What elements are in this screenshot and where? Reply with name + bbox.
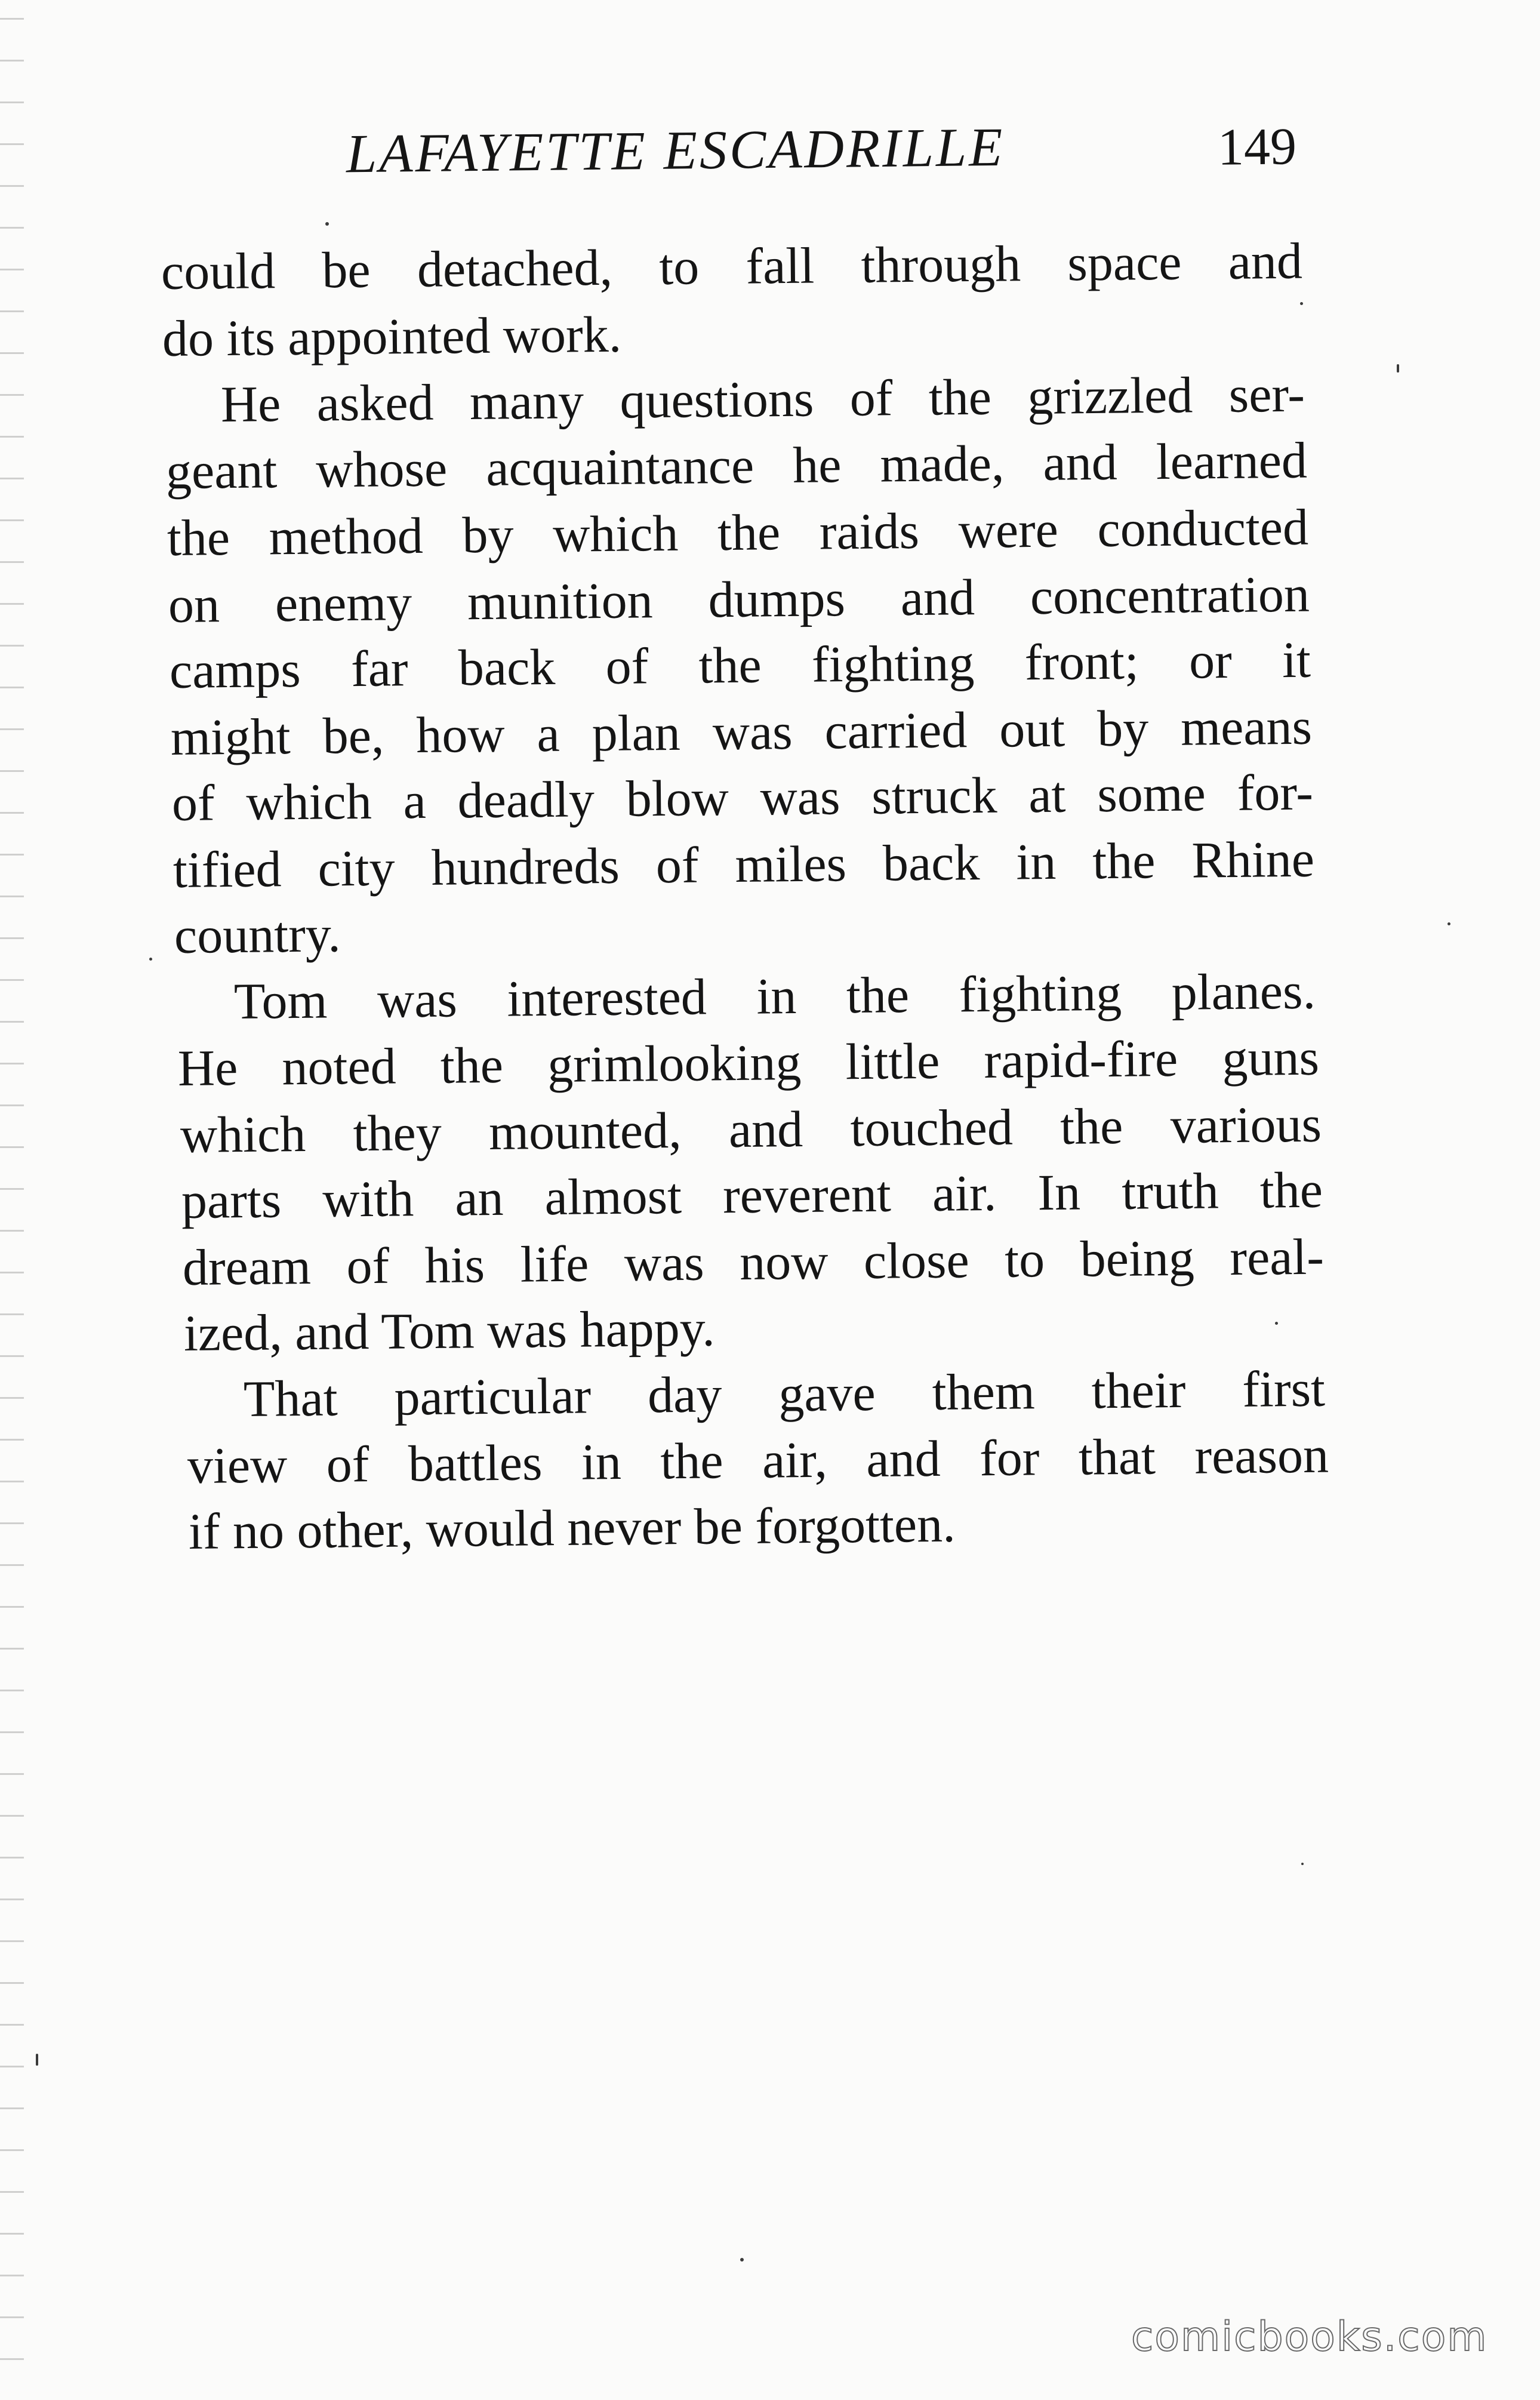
text-line: That particular day gave them their first — [243, 1359, 1326, 1427]
text-line: the method by which the raids were conducted — [167, 498, 1309, 567]
text-line: country. — [174, 905, 341, 964]
scan-speck — [1300, 302, 1303, 305]
text-line: ized, and Tom was happy. — [183, 1299, 716, 1362]
text-line: camps far back of the fighting front; or it — [169, 630, 1311, 699]
running-head: LAFAYETTE ESCADRILLE — [346, 116, 1005, 184]
site-watermark: comicbooks.com — [1131, 2313, 1488, 2361]
scan-speck — [325, 222, 329, 226]
text-line: He asked many questions of the grizzled ser- — [220, 365, 1305, 433]
scan-speck — [740, 2258, 744, 2261]
scan-speck — [36, 2054, 38, 2066]
text-line: Tom was interested in the fighting planes. — [233, 962, 1316, 1030]
text-line: geant whose acquaintance he made, and learned — [165, 431, 1308, 500]
text-line: parts with an almost reverent air. In truth the — [181, 1161, 1323, 1229]
scan-speck — [149, 958, 152, 961]
page-number: 149 — [1217, 118, 1297, 177]
text-line: on enemy munition dumps and concentration — [168, 565, 1310, 633]
text-line: tified city hundreds of miles back in the Rhine — [173, 830, 1315, 899]
text-line: dream of his life was now close to being real- — [182, 1227, 1325, 1296]
scan-speck — [1397, 364, 1399, 373]
scan-speck — [1447, 922, 1450, 925]
text-line: He noted the grimlooking little rapid-fire guns — [177, 1028, 1320, 1097]
text-line: which they mounted, and touched the various — [180, 1095, 1322, 1164]
text-line: if no other, would never be forgotten. — [188, 1495, 956, 1560]
scan-speck — [1301, 1863, 1304, 1865]
text-line: of which a deadly blow was struck at some for- — [171, 763, 1314, 832]
scan-speck — [1275, 1322, 1278, 1325]
text-line: view of battles in the air, and for that reason — [187, 1426, 1329, 1494]
text-line: could be detached, to fall through space and — [161, 232, 1303, 300]
scan-edge-noise — [0, 0, 24, 2400]
text-line: might be, how a plan was carried out by means — [170, 697, 1313, 766]
text-line: do its appointed work. — [162, 305, 622, 367]
